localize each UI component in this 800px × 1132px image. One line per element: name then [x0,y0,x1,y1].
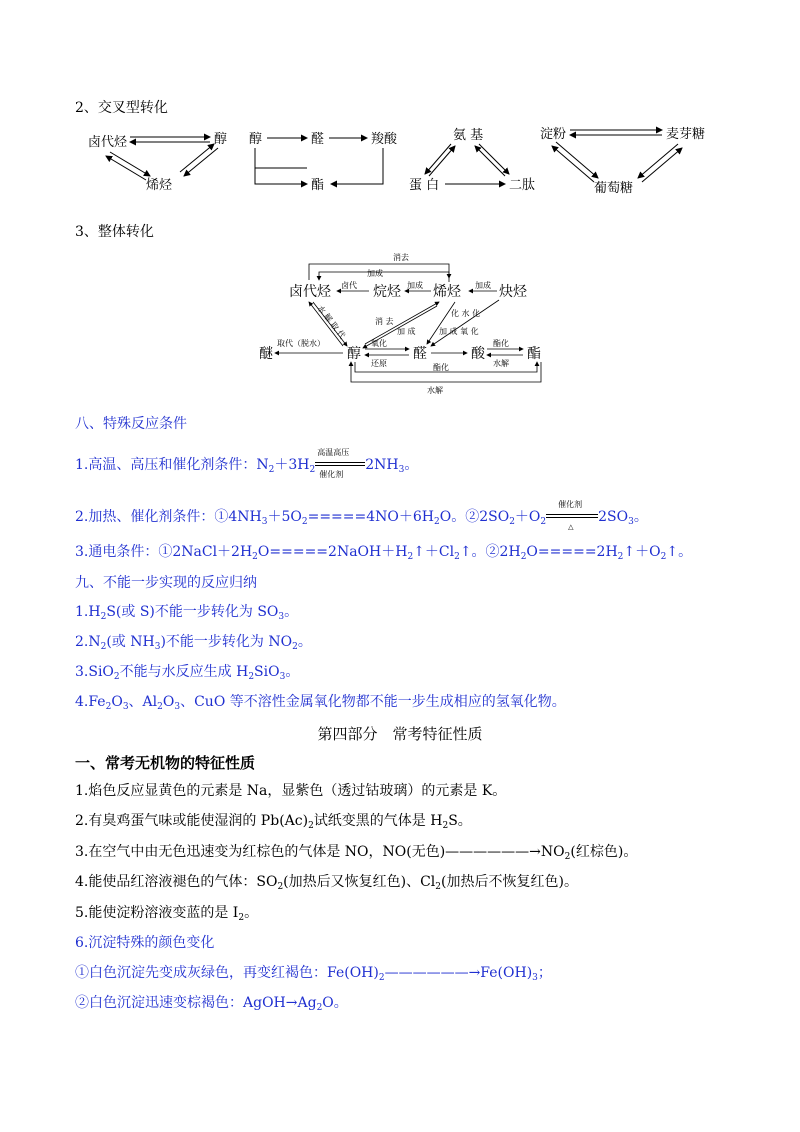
subsection-1-title: 一、常考无机物的特征性质 [75,754,256,772]
node-alkane: 烷烃 [373,284,401,300]
note-2: $2.N_2$(或 $NH_3$)不能一步转化为 $NO_2$。 [75,634,312,652]
property-6-item-2: ②白色沉淀迅速变棕褐色：$AgOH\to Ag_2O$。 [75,995,348,1013]
diagram-halo-alcohol-alkene [80,122,240,196]
label-elimination-2: 消 去 [375,317,394,326]
section-8-title: 八、特殊反应条件 [75,416,187,432]
label-hydration: 化 水 化 [451,309,481,318]
node-acid: 羧酸 [371,132,398,147]
diagram-starch-maltose-glucose [538,120,718,196]
label-reduction: 还原 [371,359,387,368]
node-alkene: 烯烃 [146,178,173,193]
node-alcohol: 醇 [347,346,361,362]
label-elimination: 消去 [393,253,409,262]
diagram-alcohol-aldehyde-acid-ester [243,122,413,196]
node-ester: 酯 [527,346,541,362]
node-aldehyde: 醛 [413,346,427,362]
property-6-item-1: ①白色沉淀先变成灰绿色，再变红褐色：$Fe(OH)_2——————\to Fe(OH)_3$； [75,965,552,983]
reaction-condition-1: 高温高压 催化剂 [315,458,365,472]
node-halo: 卤代烃 [88,135,128,150]
diagram-overall-conversion [255,246,555,396]
diagram-amino-protein-dipeptide [405,122,555,196]
label-ether: 取代（脱水） [277,339,325,348]
label-addition: 加成 [367,269,383,278]
reaction-condition-2: 催化剂 △ [546,510,598,524]
condition-2: 2.加热、催化剂条件：$①4NH_3+5O_2=====4NO+6H_2O$。$②2SO_2+O_2$ 催化剂 △ $2SO_3$。 [75,500,648,531]
note-3: 3.SiO$_2$不能与水反应生成 $H_2SiO_3$。 [75,664,300,682]
node-aldehyde: 醛 [311,132,325,147]
label-oxidation: 氧化 [371,339,387,348]
node-alkyne: 炔烃 [499,284,527,300]
property-2: 2.有臭鸡蛋气味或能使湿润的 $Pb(Ac)_2$试纸变黑的气体是 $H_2S$。 [75,813,472,831]
node-dipeptide: 二肽 [509,178,536,193]
label-hydrogenation: 加成 [407,281,423,290]
condition-3: 3.通电条件：$①2NaCl+2H_2O=====2NaOH+H_2↑+Cl_2↑$。$②2H_2O=====2H_2↑+O_2↑$。 [75,544,693,562]
section-2-title: 2、交叉型转化 [75,100,168,116]
label-hydrolysis-2: 水解 [427,386,443,395]
label-addition-3: 加 成 [397,327,416,336]
note-1: $1.H_2S$(或 S)不能一步转化为 $SO_3$。 [75,604,299,622]
property-5: 5.能使淀粉溶液变蓝的是 $I_2$。 [75,905,259,923]
property-4: 4.能使品红溶液褪色的气体：$SO_2$(加热后又恢复红色)、$Cl_2$(加热后不恢复红色)。 [75,874,578,892]
section-9-title: 九、不能一步实现的反应归纳 [75,575,257,591]
node-starch: 淀粉 [540,127,567,142]
note-4: $4.Fe_2O_3$、$Al_2O_3$、CuO 等不溶性金属氧化物都不能一步生成相应的氢氧化物。 [75,694,566,712]
node-ester: 酯 [311,178,325,193]
section-3-title: 3、整体转化 [75,224,154,240]
node-ether: 醚 [259,346,273,362]
node-alcohol: 醇 [249,132,263,147]
part-4-title: 第四部分 常考特征性质 [317,725,483,743]
node-amino: 氨 基 [453,128,484,143]
node-glucose: 葡萄糖 [594,181,634,196]
label-hydrolysis: 水解 [493,359,509,368]
node-alkene: 烯烃 [433,284,461,300]
node-protein: 蛋 白 [409,178,440,193]
label-esterification: 酯化 [493,339,509,348]
node-acid: 酸 [471,346,485,362]
label-esterification-2: 酯化 [433,363,449,372]
condition-1: 1.高温、高压和催化剂条件：$N_2+3H_2$ 高温高压 催化剂 $2NH_3$。 [75,456,418,474]
label-hydrolysis-substitution: 水 解 取 代 [315,303,347,341]
node-haloalkane: 卤代烃 [289,284,331,300]
label-addition-alkyne: 加成 [475,281,491,290]
node-maltose: 麦芽糖 [666,127,706,142]
label-oxidation-addition: 加 成 氧 化 [439,327,479,336]
property-3: 3.在空气中由无色迅速变为红棕色的气体是 NO，NO(无色)$——————\to NO_2$(红棕色)。 [75,844,638,862]
property-1: 1.焰色反应显黄色的元素是 Na，显紫色（透过钴玻璃）的元素是 K。 [75,783,507,799]
label-halogenation: 卤代 [341,281,357,290]
property-6-title: 6.沉淀特殊的颜色变化 [75,935,215,951]
node-alcohol: 醇 [214,132,228,147]
